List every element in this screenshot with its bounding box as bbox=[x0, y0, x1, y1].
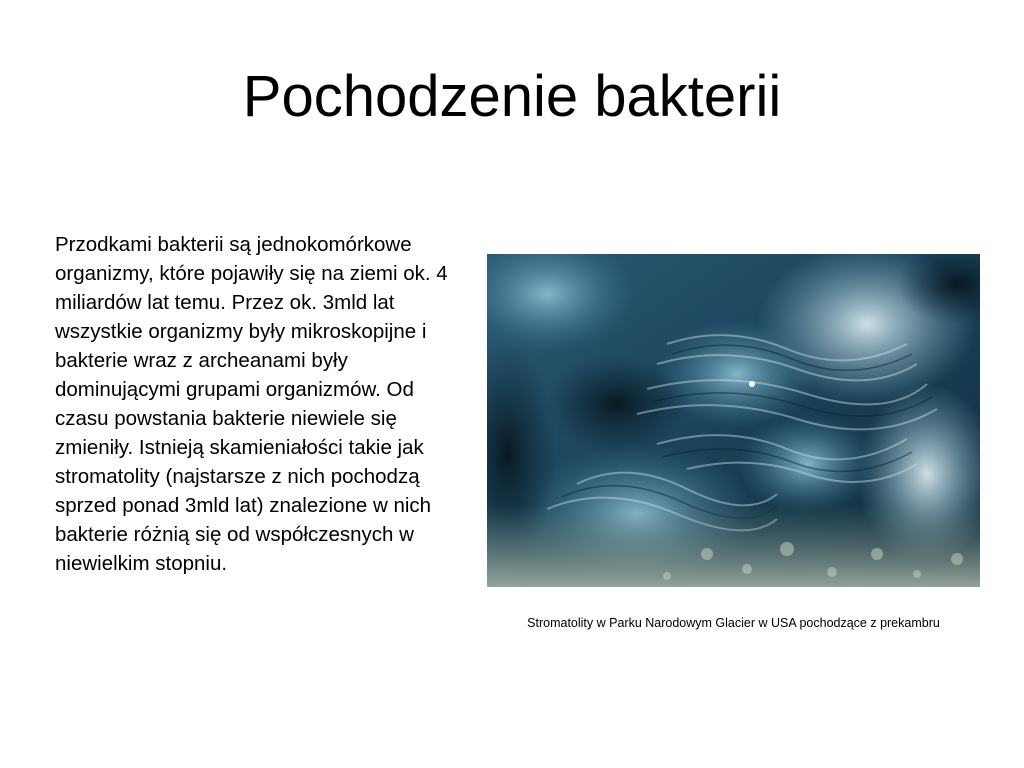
stromatolite-photo-image bbox=[487, 254, 980, 587]
slide-title: Pochodzenie bakterii bbox=[242, 64, 782, 129]
slide-body-text: Przodkami bakterii są jednokomórkowe organizmy, które pojawiły się na ziemi ok. 4 miliardów lat temu. Przez ok. 3mld lat wszystkie organizmy były mikroskopijne i bakterie wraz z archeanami były dominującymi grupami organizmów. Od czasu powstania bakterie niewiele się zmieniły. Istnieją skamieniałości takie jak stromatolity (najstarsze z nich pochodzą sprzed ponad 3mld lat) znalezione w nich bakterie różnią się od współczesnych w niewielkim stopniu. bbox=[55, 233, 448, 575]
stromatolite-photo bbox=[487, 254, 980, 587]
photo-caption: Stromatolity w Parku Narodowym Glacier w USA pochodzące z prekambru bbox=[527, 616, 940, 630]
